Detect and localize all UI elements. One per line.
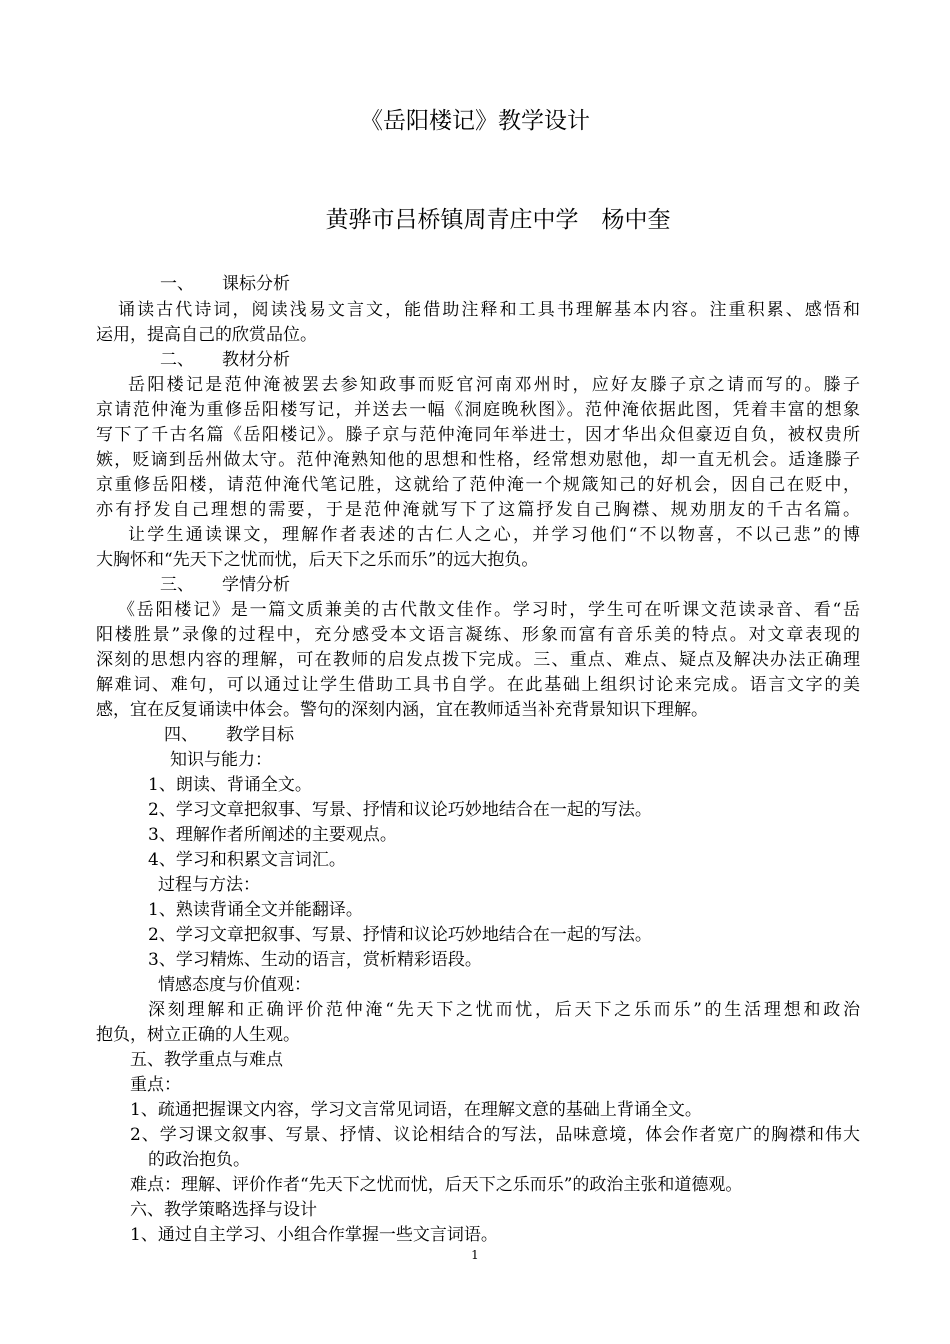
text-line: 难点：理解、评价作者“先天下之忧而忧，后天下之乐而乐”的政治主张和道德观。 — [130, 1175, 743, 1195]
list-item: 1、疏通把握课文内容，学习文言常见词语，在理解文意的基础上背诵全文。 — [130, 1100, 702, 1120]
author-line: 黄骅市吕桥镇周青庄中学 杨中奎 — [325, 207, 671, 233]
text-line: 大胸怀和“先天下之忧而忧，后天下之乐而乐”的远大抱负。 — [96, 550, 539, 570]
section-title: 教学目标 — [226, 725, 294, 745]
subheading: 重点： — [130, 1075, 181, 1095]
section-number: 一、 — [160, 274, 194, 294]
text-line: 京请范仲淹为重修岳阳楼写记，并送去一幅《洞庭晚秋图》。范仲淹依据此图，凭着丰富的想象 — [96, 400, 860, 420]
section-title: 课标分析 — [222, 274, 290, 294]
section-number: 二、 — [160, 350, 194, 370]
section-heading-6: 六、教学策略选择与设计 — [130, 1200, 317, 1220]
document-title: 《岳阳楼记》教学设计 — [360, 108, 590, 134]
text-line: 的政治抱负。 — [148, 1150, 250, 1170]
text-line: 写下了千古名篇《岳阳楼记》。滕子京与范仲淹同年举进士，因才华出众但豪迈自负，被权贵所 — [96, 425, 860, 445]
text-line: 深刻的思想内容的理解，可在教师的启发点拨下完成。三、重点、难点、疑点及解决办法正确理 — [96, 650, 860, 670]
list-item: 2、学习文章把叙事、写景、抒情和议论巧妙地结合在一起的写法。 — [148, 925, 652, 945]
section-heading-5: 五、教学重点与难点 — [130, 1050, 283, 1070]
subheading: 情感态度与价值观： — [158, 975, 311, 995]
section-heading-4 — [164, 723, 294, 747]
section-title: 学情分析 — [222, 575, 290, 595]
section-number: 三、 — [160, 575, 194, 595]
list-item: 2、学习课文叙事、写景、抒情、议论相结合的写法，品味意境，体会作者宽广的胸襟和伟大 — [130, 1125, 860, 1145]
section-title: 教材分析 — [222, 350, 290, 370]
text-line: 让学生通读课文，理解作者表述的古仁人之心，并学习他们“不以物喜，不以己悲”的博 — [128, 525, 860, 545]
text-line: 嫉，贬谪到岳州做太守。范仲淹熟知他的思想和性格，经常想劝慰他，却一直无机会。适逢滕子 — [96, 450, 860, 470]
text-line: 深刻理解和正确评价范仲淹“先天下之忧而忧，后天下之乐而乐”的生活理想和政治 — [148, 1000, 860, 1020]
section-number: 四、 — [164, 725, 198, 745]
list-item: 2、学习文章把叙事、写景、抒情和议论巧妙地结合在一起的写法。 — [148, 800, 652, 820]
text-line: 《岳阳楼记》是一篇文质兼美的古代散文佳作。学习时，学生可在听课文范读录音、看“岳 — [118, 600, 860, 620]
text-line: 抱负，树立正确的人生观。 — [96, 1025, 300, 1045]
text-line: 亦有抒发自己理想的需要，于是范仲淹就写下了这篇抒发自己胸襟、规劝朋友的千古名篇。 — [96, 500, 860, 520]
text-line: 岳阳楼记是范仲淹被罢去参知政事而贬官河南邓州时，应好友滕子京之请而写的。滕子 — [128, 375, 860, 395]
section-heading-2 — [160, 348, 290, 372]
section-heading-3 — [160, 573, 290, 597]
text-line: 阳楼胜景”录像的过程中，充分感受本文语言凝练、形象而富有音乐美的特点。对文章表现的 — [96, 625, 860, 645]
page-number: 1 — [471, 1248, 479, 1262]
text-line: 运用，提高自己的欣赏品位。 — [96, 325, 317, 345]
text-line: 京重修岳阳楼，请范仲淹代笔记胜，这就给了范仲淹一个规箴知己的好机会，因自己在贬中， — [96, 475, 860, 495]
text-line: 感，宜在反复诵读中体会。警句的深刻内涵，宜在教师适当补充背景知识下理解。 — [96, 700, 708, 720]
list-item: 1、熟读背诵全文并能翻译。 — [148, 900, 363, 920]
subheading: 知识与能力： — [170, 750, 272, 770]
section-heading-1 — [160, 272, 290, 296]
text-line: 解难词、难句，可以通过让学生借助工具书自学。在此基础上组织讨论来完成。语言文字的美 — [96, 675, 860, 695]
list-item: 4、学习和积累文言词汇。 — [148, 850, 346, 870]
text-line: 诵读古代诗词，阅读浅易文言文，能借助注释和工具书理解基本内容。注重积累、感悟和 — [118, 300, 860, 320]
subheading: 过程与方法： — [158, 875, 260, 895]
list-item: 1、通过自主学习、小组合作掌握一些文言词语。 — [130, 1225, 498, 1245]
list-item: 3、理解作者所阐述的主要观点。 — [148, 825, 397, 845]
list-item: 3、学习精炼、生动的语言，赏析精彩语段。 — [148, 950, 482, 970]
list-item: 1、朗读、背诵全文。 — [148, 775, 312, 795]
